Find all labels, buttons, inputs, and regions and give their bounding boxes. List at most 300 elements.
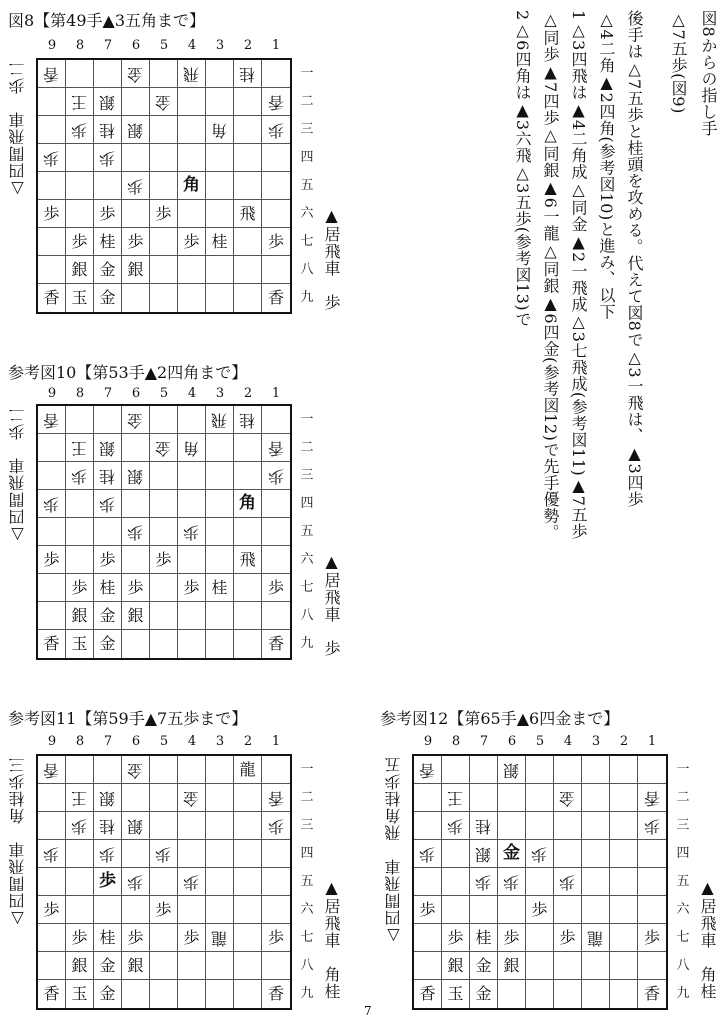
board-square <box>94 434 122 462</box>
board-square <box>122 434 150 462</box>
board-square <box>66 896 94 924</box>
board-square <box>150 574 178 602</box>
shogi-piece: 歩 <box>71 231 88 251</box>
board-square <box>150 228 178 256</box>
shogi-piece: 歩 <box>127 176 144 196</box>
shogi-piece: 歩 <box>559 927 576 947</box>
board-square <box>414 868 442 896</box>
board-square <box>206 784 234 812</box>
shogi-piece: 銀 <box>99 92 116 112</box>
board-square <box>262 784 290 812</box>
column-number: 3 <box>215 386 225 401</box>
row-number: 六 <box>300 902 314 917</box>
row-numbers <box>676 756 690 1008</box>
board-square <box>610 980 638 1008</box>
board-square <box>262 172 290 200</box>
column-numbers <box>38 386 290 401</box>
board-square <box>234 896 262 924</box>
column-number: 3 <box>591 734 601 749</box>
board-square <box>554 812 582 840</box>
board-square <box>94 462 122 490</box>
board-square <box>94 840 122 868</box>
shogi-piece: 歩 <box>71 466 88 486</box>
board-square <box>178 784 206 812</box>
shogi-piece: 歩 <box>99 494 116 514</box>
shogi-piece: 歩 <box>71 577 88 597</box>
board-square <box>234 284 262 312</box>
board-square <box>38 868 66 896</box>
shogi-piece: 銀 <box>127 120 144 140</box>
board-square <box>38 630 66 658</box>
column-number: 1 <box>647 734 657 749</box>
board-square <box>234 462 262 490</box>
board-square <box>122 602 150 630</box>
shogi-board <box>412 754 668 1010</box>
shogi-piece: 銀 <box>503 955 520 975</box>
shogi-piece: 銀 <box>127 605 144 625</box>
board-square <box>262 896 290 924</box>
row-number: 三 <box>300 468 314 483</box>
shogi-piece: 歩 <box>559 872 576 892</box>
shogi-piece: 歩 <box>643 816 660 836</box>
shogi-piece: 銀 <box>447 955 464 975</box>
page-number: 7 <box>364 1004 372 1018</box>
board-square <box>206 200 234 228</box>
board-square <box>150 630 178 658</box>
shogi-piece: 銀 <box>99 438 116 458</box>
shogi-piece: 歩 <box>183 872 200 892</box>
shogi-piece: 歩 <box>71 816 88 836</box>
column-number: 4 <box>187 734 197 749</box>
board-square <box>38 200 66 228</box>
shogi-piece: 歩 <box>71 927 88 947</box>
board-square <box>122 952 150 980</box>
shogi-piece: 桂 <box>99 577 116 597</box>
shogi-piece: 歩 <box>183 577 200 597</box>
row-number: 八 <box>300 608 314 623</box>
board-square <box>38 434 66 462</box>
board-square <box>122 630 150 658</box>
gote-hand: △四間飛車 飛角桂歩五 <box>384 756 403 946</box>
board-square <box>638 980 666 1008</box>
sente-hand: ▲居飛車 歩 <box>322 206 341 311</box>
column-number: 8 <box>75 38 85 53</box>
board-square <box>498 952 526 980</box>
row-number: 二 <box>676 790 690 805</box>
board-square <box>414 840 442 868</box>
board-square <box>38 574 66 602</box>
board-square <box>38 952 66 980</box>
board-square <box>66 256 94 284</box>
board-square <box>178 868 206 896</box>
board-square <box>262 980 290 1008</box>
board-square <box>554 896 582 924</box>
row-number: 七 <box>300 580 314 595</box>
column-number: 6 <box>507 734 517 749</box>
diagram-title: 図8【第49手▲3五角まで】 <box>8 11 206 30</box>
board-square <box>150 172 178 200</box>
shogi-board <box>36 404 292 660</box>
shogi-piece: 桂 <box>475 927 492 947</box>
board-square <box>206 980 234 1008</box>
board-square <box>470 840 498 868</box>
board-square <box>38 784 66 812</box>
board-square <box>610 896 638 924</box>
board-square <box>554 840 582 868</box>
board-square <box>38 88 66 116</box>
row-number: 八 <box>676 958 690 973</box>
board-square <box>66 756 94 784</box>
board-square <box>94 546 122 574</box>
board-square <box>94 144 122 172</box>
board-square <box>94 88 122 116</box>
row-number: 七 <box>300 234 314 249</box>
row-numbers <box>300 406 314 658</box>
board-square <box>414 952 442 980</box>
board-square <box>150 546 178 574</box>
shogi-piece: 歩 <box>43 549 60 569</box>
board-square <box>178 896 206 924</box>
board-square <box>94 896 122 924</box>
shogi-piece: 金 <box>155 92 172 112</box>
shogi-piece: 金 <box>127 410 144 430</box>
board-square <box>610 952 638 980</box>
diagram-title: 参考図10【第53手▲2四角まで】 <box>8 363 248 382</box>
board-square <box>66 284 94 312</box>
board-square <box>66 434 94 462</box>
shogi-piece: 金 <box>99 259 116 279</box>
shogi-piece: 金 <box>475 984 492 1003</box>
board-square <box>554 868 582 896</box>
shogi-piece: 歩 <box>127 577 144 597</box>
board-square <box>206 228 234 256</box>
board-square <box>66 228 94 256</box>
shogi-piece: 桂 <box>99 120 116 140</box>
board-square <box>206 490 234 518</box>
board-square <box>94 756 122 784</box>
row-number: 二 <box>300 440 314 455</box>
board-square <box>262 88 290 116</box>
board-square <box>414 756 442 784</box>
diagram-title: 参考図11【第59手▲7五歩まで】 <box>8 709 248 728</box>
board-square <box>38 228 66 256</box>
board-square <box>122 518 150 546</box>
column-number: 1 <box>271 38 281 53</box>
board-square <box>582 756 610 784</box>
board-square <box>66 840 94 868</box>
row-number: 六 <box>300 206 314 221</box>
board-square <box>66 518 94 546</box>
board-square <box>582 896 610 924</box>
shogi-piece: 金 <box>127 760 144 780</box>
column-number: 1 <box>271 734 281 749</box>
row-number: 一 <box>676 762 690 777</box>
shogi-piece: 香 <box>43 760 60 780</box>
board-square <box>122 88 150 116</box>
board-square <box>234 980 262 1008</box>
board-square <box>414 896 442 924</box>
board-square <box>66 116 94 144</box>
board-square <box>234 840 262 868</box>
board-square <box>234 490 262 518</box>
board-square <box>638 924 666 952</box>
board-square <box>526 784 554 812</box>
board-square <box>38 144 66 172</box>
board-square <box>38 812 66 840</box>
board-square <box>150 406 178 434</box>
board-square <box>638 952 666 980</box>
board-square <box>262 546 290 574</box>
board-square <box>206 812 234 840</box>
board-square <box>150 434 178 462</box>
board-square <box>582 924 610 952</box>
board-square <box>122 924 150 952</box>
board-square <box>470 896 498 924</box>
board-square <box>178 924 206 952</box>
board-square <box>234 952 262 980</box>
board-square <box>638 868 666 896</box>
shogi-piece: 歩 <box>503 927 520 947</box>
shogi-piece: 歩 <box>43 844 60 864</box>
column-number: 5 <box>159 386 169 401</box>
shogi-piece: 歩 <box>43 494 60 514</box>
row-number: 五 <box>300 874 314 889</box>
board-square <box>262 434 290 462</box>
board-square <box>94 200 122 228</box>
shogi-piece: 歩 <box>531 899 548 919</box>
board-square <box>38 756 66 784</box>
board-square <box>498 868 526 896</box>
board-square <box>234 434 262 462</box>
row-numbers <box>300 756 314 1008</box>
column-number: 9 <box>47 38 57 53</box>
shogi-piece: 玉 <box>71 634 88 653</box>
board-square <box>582 784 610 812</box>
board-square <box>66 630 94 658</box>
column-number: 3 <box>215 38 225 53</box>
board-square <box>66 602 94 630</box>
board-square <box>122 284 150 312</box>
shogi-piece: 銀 <box>71 259 88 279</box>
row-number: 八 <box>300 958 314 973</box>
board-square <box>638 840 666 868</box>
board-square <box>206 256 234 284</box>
board-square <box>66 60 94 88</box>
shogi-piece: 歩 <box>267 816 284 836</box>
board-square <box>554 980 582 1008</box>
row-number: 一 <box>300 412 314 427</box>
row-number: 六 <box>676 902 690 917</box>
shogi-piece: 歩 <box>531 844 548 864</box>
board-square <box>94 868 122 896</box>
shogi-piece: 歩 <box>155 203 172 223</box>
board-square <box>234 924 262 952</box>
board-square <box>94 116 122 144</box>
board-square <box>94 924 122 952</box>
board-square <box>498 980 526 1008</box>
shogi-piece: 玉 <box>71 984 88 1003</box>
board-square <box>122 256 150 284</box>
shogi-piece: 飛 <box>183 64 200 84</box>
row-number: 五 <box>676 874 690 889</box>
shogi-piece: 歩 <box>99 203 116 223</box>
board-square <box>554 784 582 812</box>
column-number: 5 <box>535 734 545 749</box>
shogi-piece: 歩 <box>71 120 88 140</box>
board-square <box>470 868 498 896</box>
board-square <box>234 784 262 812</box>
shogi-piece: 桂 <box>99 231 116 251</box>
board-square <box>610 840 638 868</box>
board-square <box>498 924 526 952</box>
board-square <box>262 952 290 980</box>
commentary-title: 図8からの指し手 <box>699 10 718 137</box>
board-square <box>94 602 122 630</box>
board-square <box>582 980 610 1008</box>
board-square <box>262 462 290 490</box>
board-square <box>178 116 206 144</box>
shogi-piece: 龍 <box>239 759 256 779</box>
board-square <box>414 980 442 1008</box>
board-square <box>206 462 234 490</box>
commentary-line-3: △4二角▲2四角(参考図10)と進み、以下 <box>597 10 616 320</box>
row-numbers <box>300 60 314 312</box>
shogi-piece: 金 <box>475 955 492 975</box>
board-square <box>414 924 442 952</box>
board-square <box>638 756 666 784</box>
board-square <box>582 812 610 840</box>
board-square <box>178 756 206 784</box>
board-square <box>66 980 94 1008</box>
column-number: 9 <box>47 386 57 401</box>
board-square <box>206 574 234 602</box>
board-square <box>526 756 554 784</box>
row-number: 四 <box>300 150 314 165</box>
board-square <box>38 406 66 434</box>
shogi-piece: 金 <box>99 288 116 307</box>
shogi-piece: 金 <box>99 605 116 625</box>
shogi-piece: 歩 <box>155 844 172 864</box>
shogi-piece: 歩 <box>267 927 284 947</box>
board-square <box>178 812 206 840</box>
commentary-line-4: 1△3四飛は▲4二角成△同金▲2一飛成△3七飛成(参考図11)▲7五歩 <box>569 10 588 540</box>
board-square <box>610 784 638 812</box>
board-square <box>150 88 178 116</box>
board-square <box>234 574 262 602</box>
shogi-piece: 香 <box>419 984 436 1003</box>
row-number: 一 <box>300 762 314 777</box>
shogi-piece: 銀 <box>503 760 520 780</box>
board-square <box>178 406 206 434</box>
row-number: 八 <box>300 262 314 277</box>
shogi-piece: 銀 <box>71 605 88 625</box>
board-square <box>94 784 122 812</box>
board-square <box>526 924 554 952</box>
board-square <box>582 868 610 896</box>
board-square <box>206 756 234 784</box>
board-square <box>206 868 234 896</box>
board-square <box>262 490 290 518</box>
shogi-piece: 銀 <box>127 259 144 279</box>
board-square <box>262 924 290 952</box>
shogi-piece: 金 <box>99 634 116 653</box>
board-square <box>470 756 498 784</box>
board-square <box>414 812 442 840</box>
board-square <box>38 490 66 518</box>
shogi-piece: 金 <box>503 843 520 863</box>
shogi-piece: 銀 <box>475 844 492 864</box>
board-square <box>234 630 262 658</box>
column-number: 4 <box>187 386 197 401</box>
board-square <box>262 518 290 546</box>
gote-hand: △四間飛車 角桂歩三 <box>8 756 27 929</box>
board-square <box>638 896 666 924</box>
board-square <box>582 840 610 868</box>
board-square <box>262 116 290 144</box>
board-square <box>150 518 178 546</box>
shogi-piece: 飛 <box>239 549 256 569</box>
shogi-piece: 龍 <box>211 928 228 948</box>
row-number: 四 <box>300 496 314 511</box>
column-numbers <box>414 734 666 749</box>
shogi-piece: 玉 <box>71 288 88 307</box>
sente-hand: ▲居飛車 角桂 <box>322 878 341 1000</box>
column-number: 7 <box>103 386 113 401</box>
board-square <box>150 284 178 312</box>
board-square <box>442 756 470 784</box>
board-square <box>66 462 94 490</box>
board-square <box>38 172 66 200</box>
board-square <box>262 284 290 312</box>
column-number: 7 <box>479 734 489 749</box>
board-square <box>234 546 262 574</box>
column-number: 5 <box>159 734 169 749</box>
board-square <box>442 980 470 1008</box>
shogi-piece: 歩 <box>183 927 200 947</box>
shogi-piece: 香 <box>267 984 284 1003</box>
shogi-piece: 歩 <box>267 577 284 597</box>
board-square <box>94 228 122 256</box>
board-square <box>442 896 470 924</box>
board-square <box>150 896 178 924</box>
board-square <box>38 840 66 868</box>
row-number: 五 <box>300 178 314 193</box>
board-square <box>206 518 234 546</box>
shogi-piece: 歩 <box>43 148 60 168</box>
column-number: 6 <box>131 38 141 53</box>
board-square <box>262 868 290 896</box>
board-square <box>610 868 638 896</box>
shogi-piece: 桂 <box>239 64 256 84</box>
board-square <box>262 406 290 434</box>
board-square <box>122 144 150 172</box>
shogi-piece: 龍 <box>587 928 604 948</box>
board-square <box>414 784 442 812</box>
column-number: 9 <box>47 734 57 749</box>
row-number: 四 <box>676 846 690 861</box>
board-square <box>150 812 178 840</box>
board-square <box>554 952 582 980</box>
shogi-piece: 歩 <box>127 927 144 947</box>
board-square <box>526 980 554 1008</box>
shogi-piece: 飛 <box>239 203 256 223</box>
column-number: 8 <box>75 386 85 401</box>
shogi-piece: 金 <box>99 984 116 1003</box>
board-square <box>610 812 638 840</box>
shogi-board <box>36 754 292 1010</box>
board-square <box>150 980 178 1008</box>
board-square <box>94 812 122 840</box>
